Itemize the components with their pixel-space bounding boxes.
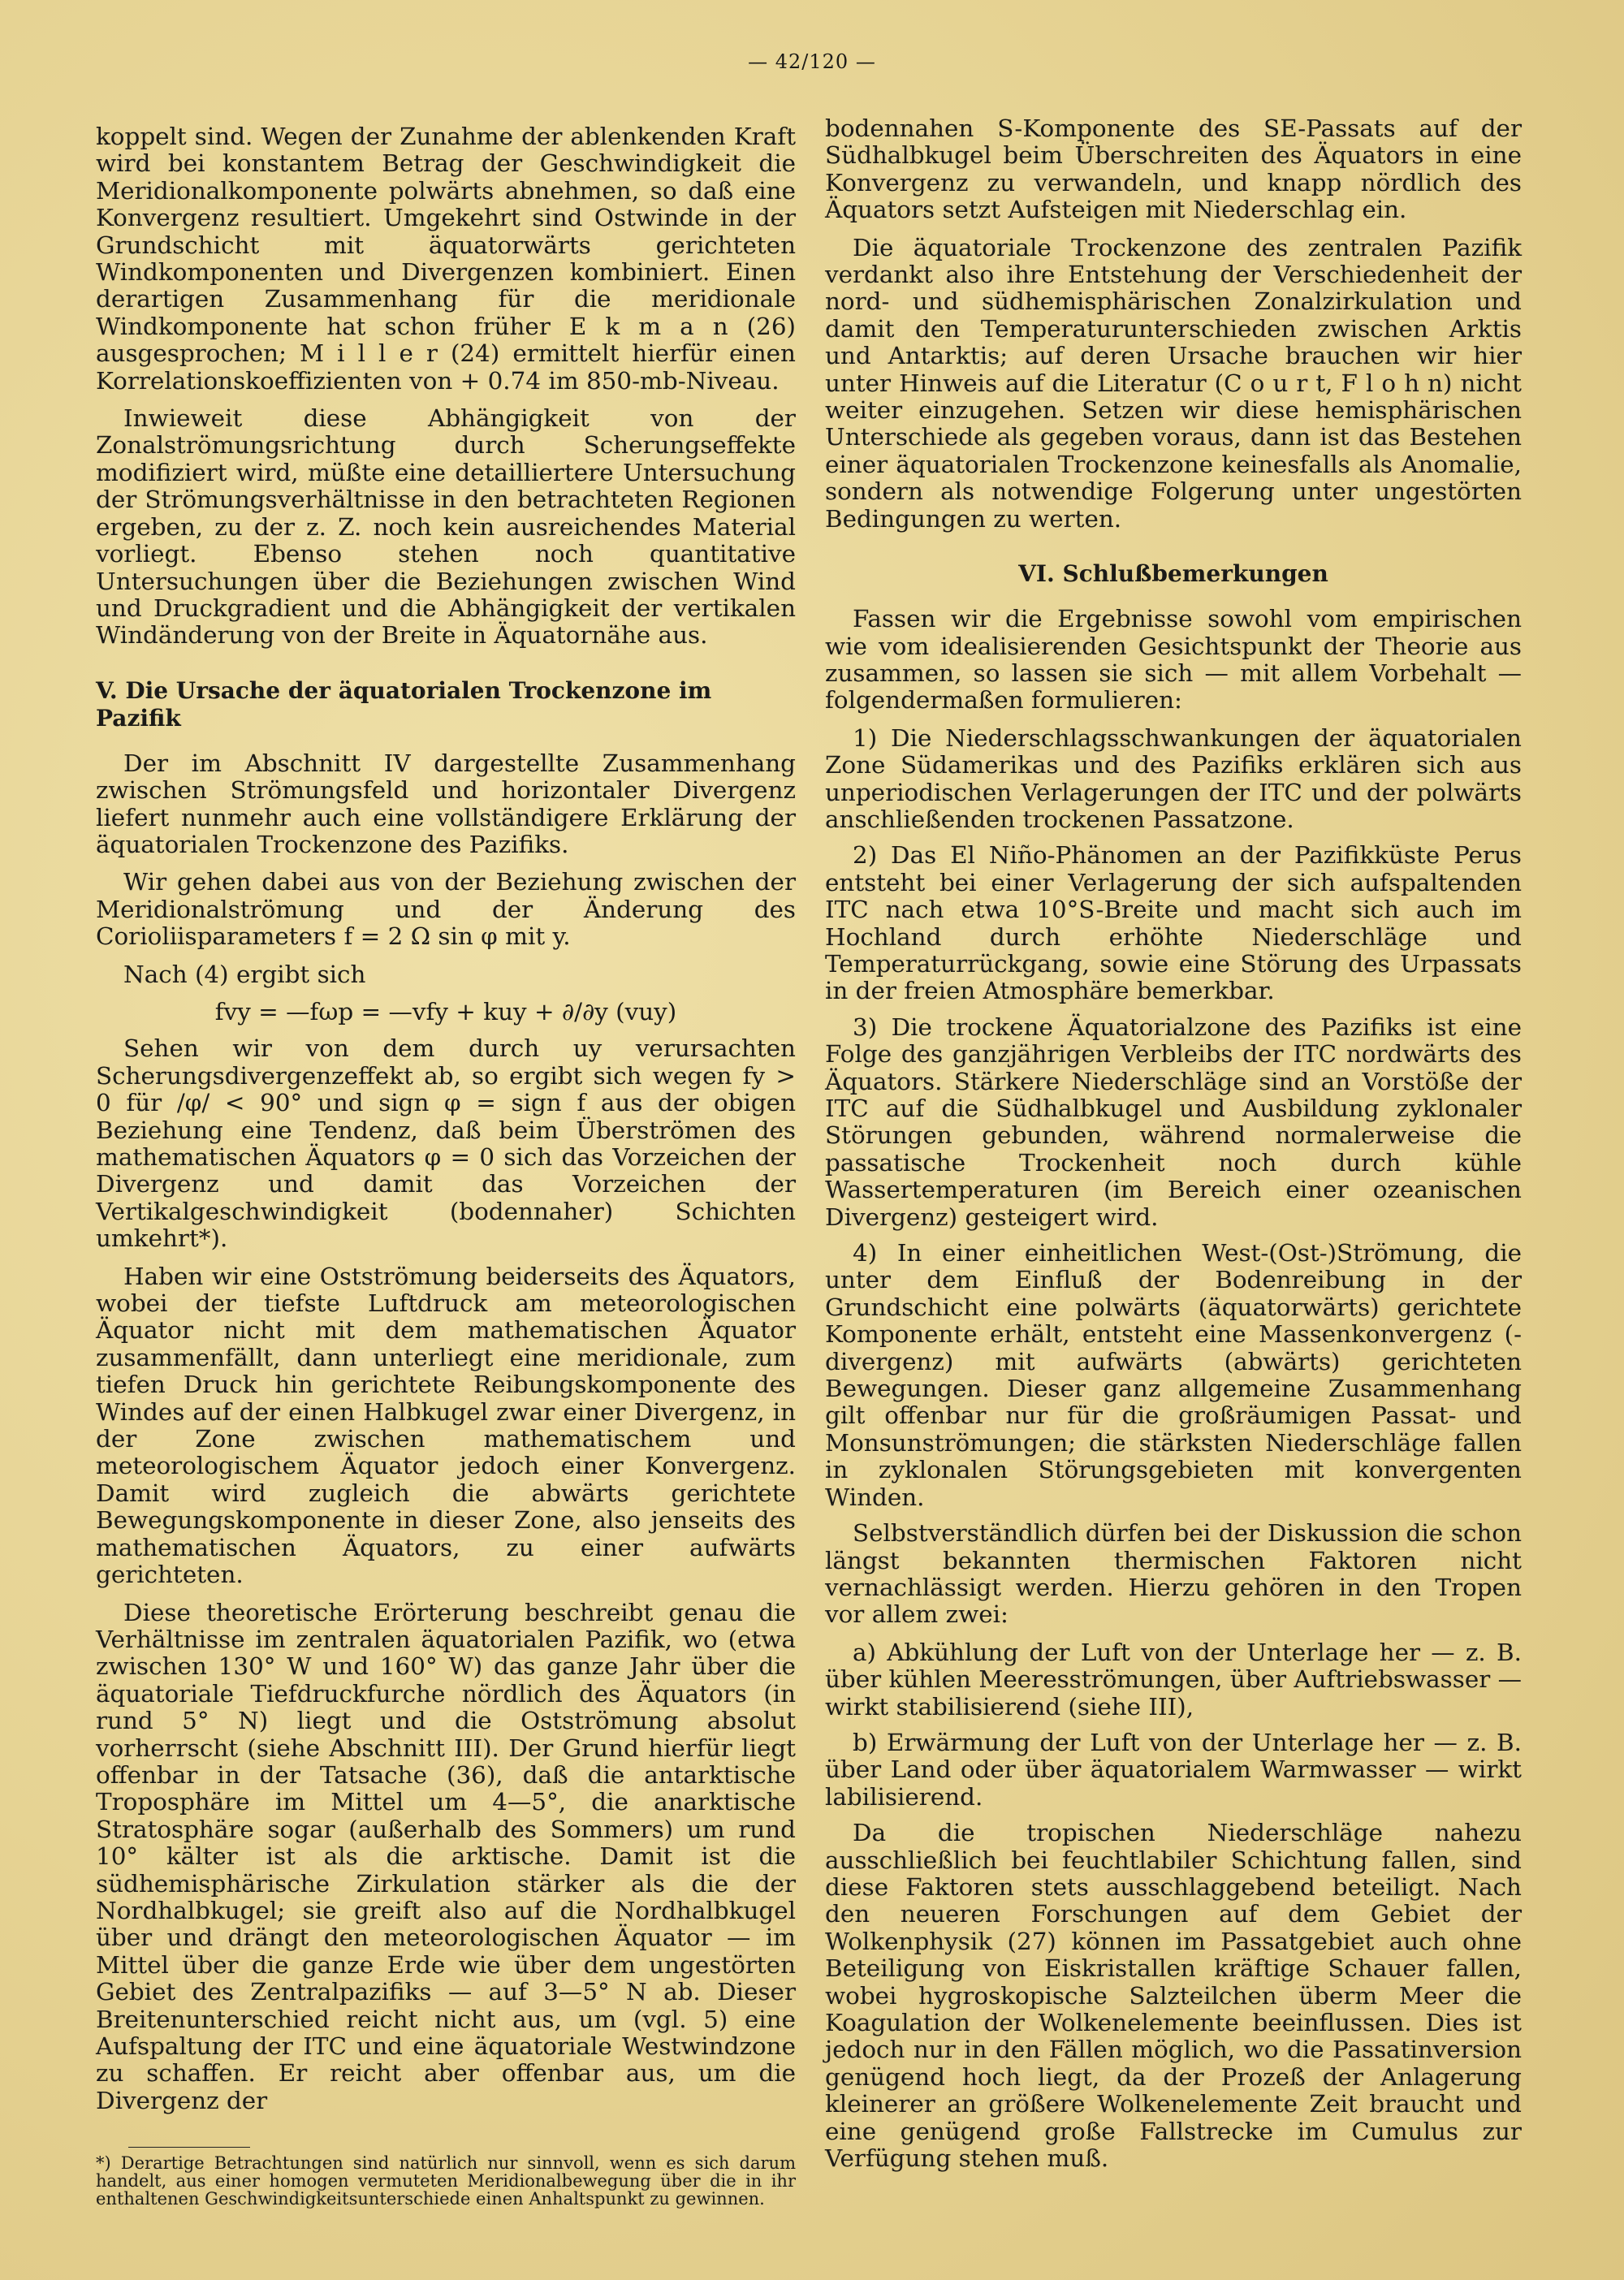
list-item: 1) Die Niederschlagsschwankungen der äquatorialen Zone Südamerikas und des Pazifiks erklären sich aus unperiodischen Verlagerungen der ITC und der polwärts anschließenden trockenen Passatzone. xyxy=(825,723,1522,833)
paragraph: Haben wir eine Ostströmung beiderseits des Äquators, wobei der tiefste Luftdruck am meteorologischen Äquator nicht mit dem mathematischen Äquator zusammenfällt, dann unterliegt eine meridionale, zum tiefen Druck hin gerichtete Reibungskomponente des Windes auf der einen Halbkugel zwar einer Divergenz, in der Zone zwischen mathematischem und meteorologischem Äquator jedoch einer Konvergenz. Damit wird zugleich die abwärts gerichtete Bewegungskomponente in dieser Zone, also jenseits des mathematischen Äquators, zu einer aufwärts gerichteten. xyxy=(96,1262,796,1589)
paragraph: Die äquatoriale Trockenzone des zentralen Pazifik verdankt also ihre Entstehung der Verschiedenheit der nord- und südhemisphärischen Zonalzirkulation und damit den Temperaturunterschieden zwischen Arktis und Antarktis; auf deren Ursache brauchen wir hier unter Hinweis auf die Literatur (C o u r t, F l o h n) nicht weiter einzugehen. Setzen wir diese hemisphärischen Unterschiede als gegeben voraus, dann ist das Bestehen einer äquatorialen Trockenzone keinesfalls als Anomalie, sondern als notwendige Folgerung unter ungestörten Bedingungen zu werten. xyxy=(825,233,1522,533)
paragraph: koppelt sind. Wegen der Zunahme der ablenkenden Kraft wird bei konstantem Betrag der Geschwindigkeit die Meridionalkomponente polwärts abnehmen, so daß eine Konvergenz resultiert. Umgekehrt sind Ostwinde in der Grundschicht mit äquatorwärts gerichteten Windkomponenten und Divergenzen kombiniert. Einen derartigen Zusammenhang für die meridionale Windkomponente hat schon früher E k m a n (26) ausgesprochen; M i l l e r (24) ermittelt hierfür einen Korrelationskoeffizienten von + 0.74 im 850-mb-Niveau. xyxy=(96,123,796,395)
paragraph: Selbstverständlich dürfen bei der Diskussion die schon längst bekannten thermischen Faktoren nicht vernachlässigt werden. Hierzu gehören in den Tropen vor allem zwei: xyxy=(825,1519,1522,1629)
paragraph: Nach (4) ergibt sich xyxy=(123,960,366,988)
paragraph: Inwieweit diese Abhängigkeit von der Zonalströmungsrichtung durch Scherungseffekte modifiziert wird, müßte eine detailliertere Untersuchung der Strömungsverhältnisse in den betrachteten Regionen ergeben, zu der z. Z. noch kein ausreichendes Material vorliegt. Ebenso stehen noch quantitative Untersuchungen über die Beziehungen zwischen Wind und Druckgradient und die Abhängigkeit der vertikalen Windänderung von der Breite in Äquatornähe aus. xyxy=(96,404,796,650)
list-item: 2) Das El Niño-Phänomen an der Pazifikküste Perus entsteht bei einer Verlagerung der sich aufspaltenden ITC nach etwa 10°S-Breite und macht sich auch im Hochland durch erhöhte Niederschläge und Temperaturrückgang, sowie eine Störung des Urpassats in der freien Atmosphäre bemerkbar. xyxy=(825,841,1522,1005)
section-heading-v: V. Die Ursache der äquatorialen Trockenzone im Pazifik xyxy=(96,676,712,732)
list-item: 4) In einer einheitlichen West-(Ost-)Strömung, die unter dem Einfluß der Bodenreibung in der Grundschicht eine polwärts (äquatorwärts) gerichtete Komponente erhält, entsteht eine Massenkonvergenz (-divergenz) mit aufwärts (abwärts) gerichteten Bewegungen. Dieser ganz allgemeine Zusammenhang gilt offenbar nur für die großräumigen Passat- und Monsunströmungen; die stärksten Niederschläge fallen in zyklonalen Störungsgebieten mit konvergenten Winden. xyxy=(825,1239,1522,1511)
section-heading-vi: VI. Schlußbemerkungen xyxy=(1018,560,1328,588)
paragraph: bodennahen S-Komponente des SE-Passats auf der Südhalbkugel beim Überschreiten des Äquators in eine Konvergenz zu verwandeln, und knapp nördlich des Äquators setzt Aufsteigen mit Niederschlag ein. xyxy=(825,114,1522,224)
paragraph: Sehen wir von dem durch uy verursachten Scherungsdivergenzeffekt ab, so ergibt sich wegen fy > 0 für /φ/ < 90° und sign φ = sign f aus der obigen Beziehung eine Tendenz, daß beim Überströmen des mathematischen Äquators φ = 0 sich das Vorzeichen der Divergenz und damit das Vorzeichen der Vertikalgeschwindigkeit (bodennaher) Schichten umkehrt*). xyxy=(96,1034,796,1253)
equation: fvy = —fωp = —vfy + kuy + ∂/∂y (vuy) xyxy=(214,997,677,1026)
footnote-divider xyxy=(128,2147,250,2148)
paragraph: Diese theoretische Erörterung beschreibt genau die Verhältnisse im zentralen äquatorialen Pazifik, wo (etwa zwischen 130° W und 160° W) das ganze Jahr über die äquatoriale Tiefdruckfurche nördlich des Äquators (in rund 5° N) liegt und die Ostströmung absolut vorherrscht (siehe Abschnitt III). Der Grund hierfür liegt offenbar in der Tatsache (36), daß die antarktische Troposphäre im Mittel um 4—5°, die anarktische Stratosphäre sogar (außerhalb des Sommers) um rund 10° kälter ist als die arktische. Damit ist die südhemisphärische Zirkulation stärker als die der Nordhalbkugel; sie greift also auf die Nordhalbkugel über und drängt den meteorologischen Äquator — im Mittel über die ganze Erde wie über dem ungestörten Gebiet des Zentralpazifiks — auf 3—5° N ab. Dieser Breitenunterschied reicht nicht aus, um (vgl. 5) eine Aufspaltung der ITC und eine äquatoriale Westwindzone zu schaffen. Er reicht aber offenbar aus, um die Divergenz der xyxy=(96,1598,796,2114)
list-item: a) Abkühlung der Luft von der Unterlage her — z. B. über kühlen Meeresströmungen, über Auftriebswasser — wirkt stabilisierend (siehe III), xyxy=(825,1638,1522,1721)
page-number: — 42/120 — xyxy=(748,50,876,73)
paragraph: Wir gehen dabei aus von der Beziehung zwischen der Meridionalströmung und der Änderung des Corioliisparameters f = 2 Ω sin φ mit y. xyxy=(96,868,796,951)
list-item: b) Erwärmung der Luft von der Unterlage her — z. B. über Land oder über äquatorialem Warmwasser — wirkt labilisierend. xyxy=(825,1728,1522,1811)
list-item: 3) Die trockene Äquatorialzone des Pazifiks ist eine Folge des ganzjährigen Verbleibs der ITC nordwärts des Äquators. Stärkere Niederschläge sind an Vorstöße der ITC auf die Südhalbkugel und Ausbildung zyklonaler Störungen gebunden, während normalerweise die passatische Trockenheit noch durch kühle Wassertemperaturen (im Bereich einer ozeanischen Divergenz) gesteigert wird. xyxy=(825,1013,1522,1231)
footnote: *) Derartige Betrachtungen sind natürlich nur sinnvoll, wenn es sich darum handelt, aus einer homogen vermuteten Meridionalbewegung über die in ihr enthaltenen Geschwindigkeitsunterschiede einen Anhaltspunkt zu gewinnen. xyxy=(96,2153,796,2209)
right-column xyxy=(825,115,1522,2183)
paragraph: Da die tropischen Niederschläge nahezu ausschließlich bei feuchtlabiler Schichtung fallen, sind diese Faktoren stets ausschlaggebend beteiligt. Nach den neueren Forschungen auf dem Gebiet der Wolkenphysik (27) können im Passatgebiet auch ohne Beteiligung von Eiskristallen kräftige Schauer fallen, wobei hygroskopische Salzteilchen überm Meer die Koagulation der Wolkenelemente beeinflussen. Dies ist jedoch nur in den Fällen möglich, wo die Passatinversion genügend hoch liegt, da der Prozeß der Anlagerung kleinerer an größere Wolkenelemente Zeit braucht und eine genügend große Fallstrecke im Cumulus zur Verfügung stehen muß. xyxy=(825,1819,1522,2173)
left-column xyxy=(96,123,796,2208)
paragraph: Fassen wir die Ergebnisse sowohl vom empirischen wie vom idealisierenden Gesichtspunkt der Theorie aus zusammen, so lassen sie sich — mit allem Vorbehalt — folgendermaßen formulieren: xyxy=(825,605,1522,715)
paragraph: Der im Abschnitt IV dargestellte Zusammenhang zwischen Strömungsfeld und horizontaler Divergenz liefert nunmehr auch eine vollständigere Erklärung der äquatorialen Trockenzone des Pazifiks. xyxy=(96,749,796,858)
